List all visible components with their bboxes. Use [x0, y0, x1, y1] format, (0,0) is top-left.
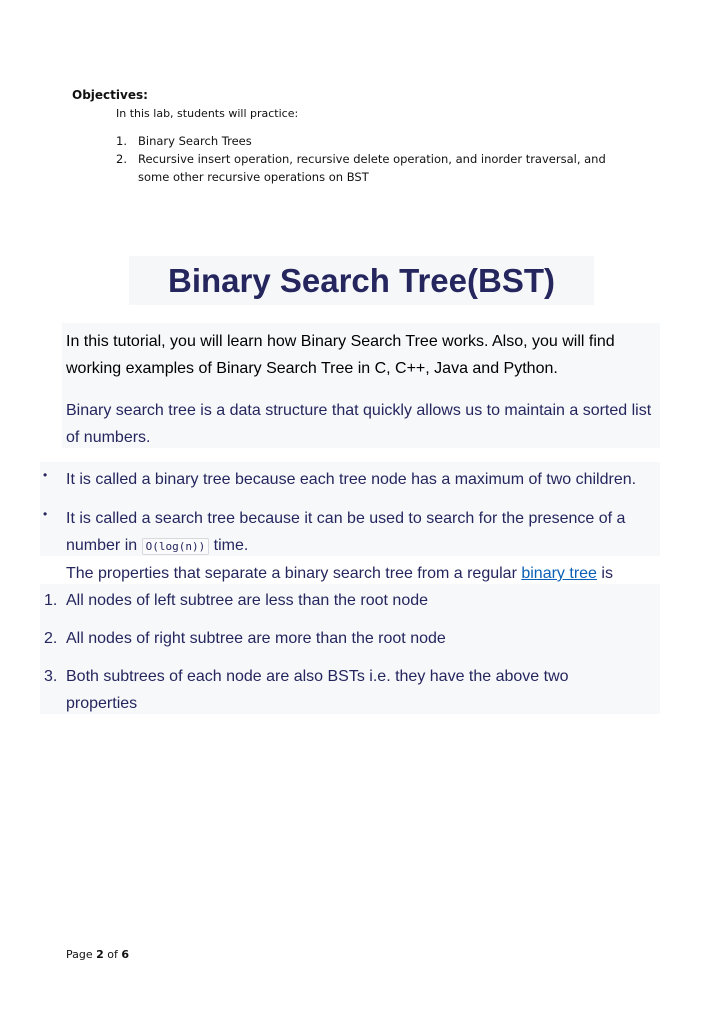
- property-item-3: [0, 663, 724, 719]
- bullet-item-1: [0, 466, 724, 494]
- property-number: 1.: [44, 592, 58, 609]
- bullet-marker: •: [43, 468, 48, 482]
- intro-paragraph: In this tutorial, you will learn how Binary Search Tree works. Also, you will find working examples of Binary Search Tree in C, C++, Java and Python.: [66, 333, 615, 377]
- objective-number: 1.: [116, 134, 127, 148]
- page-title: Binary Search Tree(BST): [168, 262, 555, 299]
- objective-text: Binary Search Trees: [138, 134, 252, 148]
- objectives-intro: In this lab, students will practice:: [116, 107, 299, 120]
- definition-paragraph: Binary search tree is a data structure that quickly allows us to maintain a sorted list of numbers.: [66, 402, 652, 446]
- binary-tree-link[interactable]: binary tree: [521, 565, 597, 582]
- property-number: 2.: [44, 630, 58, 647]
- footer-of-word: of: [107, 948, 118, 961]
- bullet-text-part: time.: [209, 537, 249, 554]
- property-text: All nodes of right subtree are more than the root node: [66, 630, 446, 647]
- property-text: All nodes of left subtree are less than the root node: [66, 592, 429, 609]
- bullet-item-2: [0, 505, 724, 559]
- complexity-code: O(log(n)): [142, 538, 210, 555]
- bullet-text: It is called a binary tree because each tree node has a maximum of two children.: [66, 471, 637, 488]
- property-number: 3.: [44, 668, 58, 685]
- property-text: Both subtrees of each node are also BSTs i.e. they have the above two properties: [66, 668, 569, 712]
- objectives-heading: Objectives:: [72, 88, 148, 102]
- properties-intro-text: The properties that separate a binary search tree from a regular: [66, 565, 522, 582]
- page-footer: [66, 948, 129, 961]
- objective-item-2: [0, 150, 724, 186]
- bullet-text-part: It is called a search tree because it can be used to search for the presence of a number in: [66, 510, 626, 554]
- properties-intro: [66, 560, 666, 587]
- properties-intro-text: is: [596, 565, 613, 582]
- footer-current-page: 2: [96, 948, 104, 961]
- objective-item-1: [0, 132, 724, 150]
- footer-total-pages: 6: [121, 948, 130, 961]
- objective-text: Recursive insert operation, recursive delete operation, and inorder traversal, and some other recursive operations on BST: [138, 152, 606, 184]
- objective-number: 2.: [116, 152, 127, 166]
- bullet-text: [66, 505, 656, 560]
- bullet-marker: •: [43, 507, 48, 521]
- property-item-2: [0, 625, 724, 653]
- property-item-1: [0, 587, 724, 615]
- footer-page-word: Page: [66, 948, 93, 961]
